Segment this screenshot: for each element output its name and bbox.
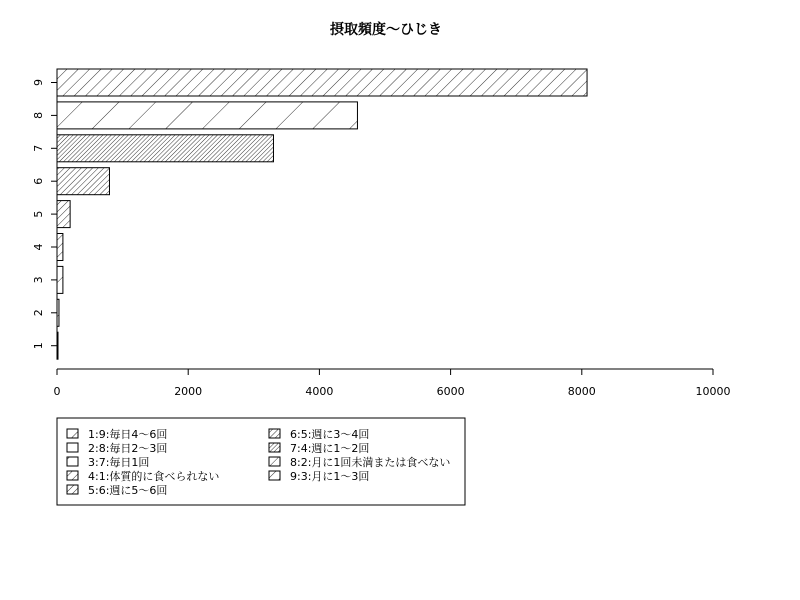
y-tick-label: 6: [32, 177, 45, 185]
bar-3: [57, 266, 63, 293]
legend-swatch: [67, 457, 78, 466]
x-tick-label: 2000: [174, 385, 203, 398]
legend-swatch: [269, 443, 280, 452]
bar-6: [57, 168, 109, 195]
legend: [57, 418, 465, 505]
legend-swatch: [67, 443, 78, 452]
y-tick-label: 3: [32, 276, 45, 284]
legend-swatch: [67, 485, 78, 494]
x-tick-label: 0: [53, 385, 61, 398]
x-tick-label: 6000: [436, 385, 465, 398]
bar-8: [57, 102, 357, 129]
y-axis: [32, 79, 57, 349]
bar-4: [57, 234, 63, 261]
y-tick-label: 8: [32, 111, 45, 119]
legend-label: 3:7:毎日1回: [88, 456, 150, 469]
chart-title: 摂取頻度～ひじき: [330, 22, 442, 38]
legend-swatch: [269, 457, 280, 466]
x-tick-label: 4000: [305, 385, 334, 398]
legend-swatch: [269, 471, 280, 480]
legend-swatch: [67, 429, 78, 438]
y-tick-label: 5: [32, 210, 45, 218]
legend-label: 2:8:毎日2～3回: [88, 442, 168, 455]
y-tick-label: 2: [32, 309, 45, 317]
bar-5: [57, 201, 70, 228]
bar-7: [57, 135, 273, 162]
legend-label: 9:3:月に1～3回: [290, 470, 370, 483]
x-axis: [54, 369, 731, 398]
legend-swatch: [269, 429, 280, 438]
bar-9: [57, 69, 587, 96]
x-tick-label: 10000: [695, 385, 731, 398]
legend-label: 7:4:週に1～2回: [290, 442, 370, 455]
y-tick-label: 7: [32, 144, 45, 152]
y-tick-label: 4: [32, 243, 45, 251]
legend-label: 4:1:体質的に食べられない: [88, 470, 220, 483]
y-tick-label: 1: [32, 342, 45, 350]
legend-label: 6:5:週に3～4回: [290, 428, 370, 441]
y-tick-label: 9: [32, 79, 45, 86]
x-tick-label: 8000: [567, 385, 596, 398]
legend-label: 5:6:週に5～6回: [88, 484, 168, 497]
legend-label: 1:9:毎日4～6回: [88, 428, 168, 441]
legend-label: 8:2:月に1回未満または食べない: [290, 456, 451, 469]
bars-group: [57, 69, 587, 359]
legend-swatch: [67, 471, 78, 480]
